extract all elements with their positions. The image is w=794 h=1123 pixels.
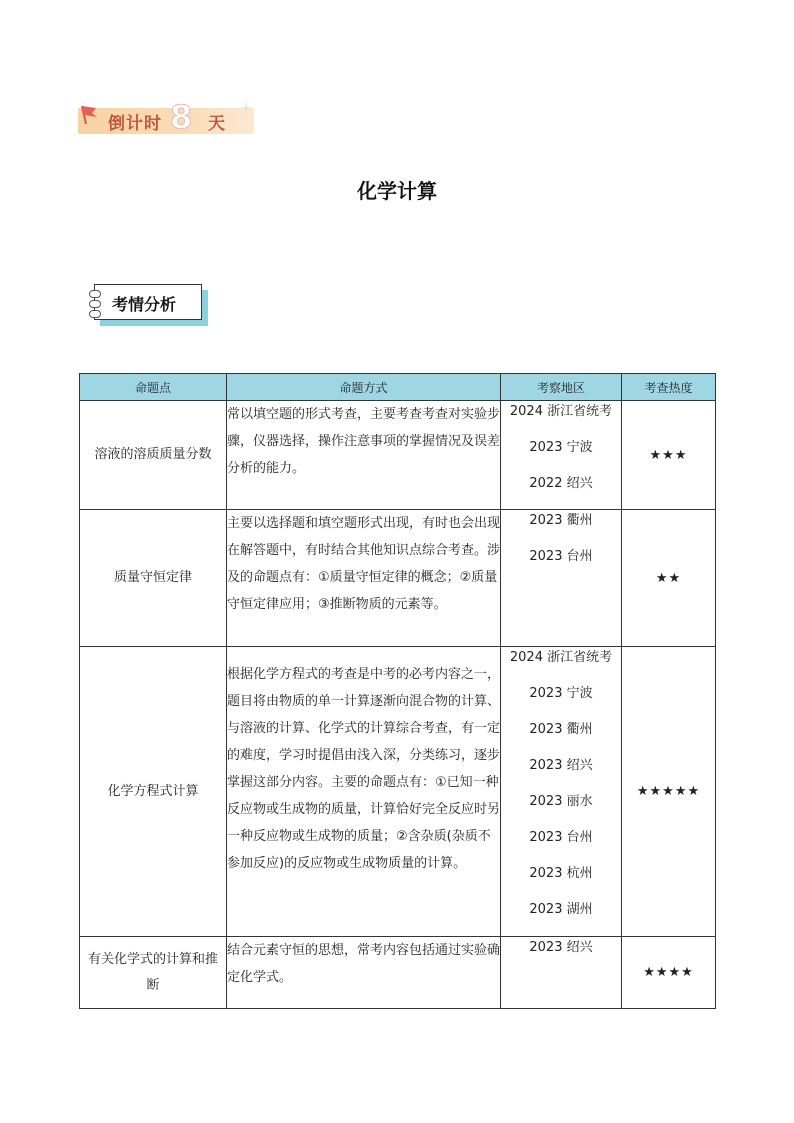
method-cell: 常以填空题的形式考查，主要考查考查对实验步骤，仪器选择，操作注意事项的掌握情况及误差分析的能力。 [227,401,501,510]
region-item: 2024 浙江省统考 [509,650,613,665]
region-item: 2022 绍兴 [529,476,593,491]
banner-bar [78,108,254,134]
method-cell: 根据化学方程式的考查是中考的必考内容之一，题目将由物质的单一计算逐渐向混合物的计算、与溶液的计算、化学式的计算综合考查，有一定的难度，学习时提倡由浅入深，分类练习，逐步掌握这部分内容。主要的命题点有：①已知一种反应物或生成物的质量，计算恰好完全反应时另一种反应物或生成物的质量；②含杂质(杂质不参加反应)的反应物或生成物质量的计算。 [227,647,501,937]
table-row [80,647,716,937]
binder-ring-icon [89,290,101,298]
region-item: 2024 浙江省统考 [509,404,613,419]
banner-number: 8 [170,98,193,136]
region-item: 2023 衢州 [529,722,593,737]
region-cell [501,401,622,510]
topic-cell: 化学方程式计算 [80,647,227,937]
region-item: 2023 台州 [529,549,593,564]
binder-ring-icon [89,310,101,318]
section-header [94,284,204,324]
region-cell [501,510,622,647]
region-item: 2023 杭州 [529,866,593,881]
heat-rating: ★★★★ [622,937,716,1009]
countdown-banner [78,100,254,136]
column-header: 考查热度 [622,374,716,401]
method-cell: 主要以选择题和填空题形式出现，有时也会出现在解答题中，有时结合其他知识点综合考查。涉及的命题点有：①质量守恒定律的概念；②质量守恒定律应用；③推断物质的元素等。 [227,510,501,647]
binder-ring-icon [89,300,101,308]
region-item: 2023 湖州 [529,902,593,917]
page-title: 化学计算 [357,179,437,203]
column-header: 命题方式 [227,374,501,401]
column-header: 命题点 [80,374,227,401]
column-header: 考察地区 [501,374,622,401]
region-item: 2023 丽水 [529,794,593,809]
table-row [80,937,716,1009]
section-label: 考情分析 [112,295,177,314]
region-item: 2023 绍兴 [529,940,593,955]
topic-cell: 溶液的溶质质量分数 [80,401,227,510]
banner-prefix: 倒计时 [108,114,162,134]
topic-cell: 质量守恒定律 [80,510,227,647]
table-row [80,510,716,647]
region-cell [501,937,622,1009]
table-row [80,401,716,510]
flag-icon [78,102,100,126]
region-cell [501,647,622,937]
region-item: 2023 绍兴 [529,758,593,773]
topic-cell: 有关化学式的计算和推断 [80,937,227,1009]
table-header-row [80,374,716,401]
method-cell: 结合元素守恒的思想，常考内容包括通过实验确定化学式。 [227,937,501,1009]
heat-rating: ★★★ [622,401,716,510]
banner-suffix: 天 [208,114,225,134]
sparkle-icon [236,98,256,118]
region-item: 2023 宁波 [529,440,593,455]
heat-rating: ★★ [622,510,716,647]
heat-rating: ★★★★★ [622,647,716,937]
exam-analysis-table [79,373,716,1009]
region-item: 2023 宁波 [529,686,593,701]
region-item: 2023 台州 [529,830,593,845]
region-item: 2023 衢州 [529,513,593,528]
